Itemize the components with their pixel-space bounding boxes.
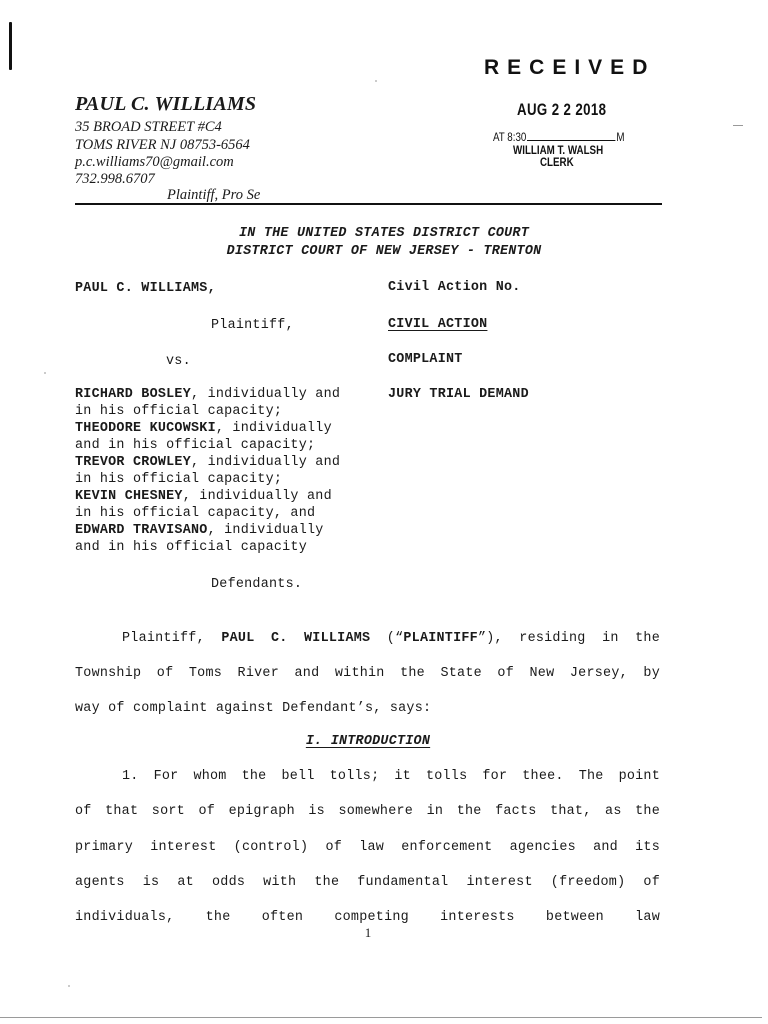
jury-demand-label: JURY TRIAL DEMAND (388, 387, 529, 402)
intro-line-3: way of complaint against Defendant’s, says: (75, 701, 432, 716)
paragraph-1-line: primary interest (control) of law enforcement agencies and its (75, 840, 660, 855)
received-stamp: RECEIVED (484, 56, 656, 79)
filer-city: TOMS RIVER NJ 08753-6564 (75, 137, 250, 153)
intro-text: Plaintiff, (122, 631, 222, 646)
defendant-entry (75, 386, 340, 403)
complaint-label: COMPLAINT (388, 352, 463, 367)
scan-speck (375, 80, 377, 82)
filer-email: p.c.williams70@gmail.com (75, 154, 234, 170)
defendant-name: TREVOR CROWLEY (75, 455, 191, 470)
defendant-entry (75, 454, 340, 471)
plaintiff-label: Plaintiff, (211, 318, 294, 333)
intro-text: ”), residing in the (477, 631, 660, 646)
civil-action-number: Civil Action No. (388, 280, 521, 295)
defendant-capacity: in his official capacity, and (75, 506, 316, 521)
filer-phone: 732.998.6707 (75, 171, 155, 187)
clerk-title: CLERK (540, 157, 574, 169)
received-date: AUG 2 2 2018 (517, 100, 607, 119)
defendant-capacity: and in his official capacity (75, 540, 307, 555)
defendant-entry (75, 420, 340, 437)
paragraph-1-line: agents is at odds with the fundamental interest (freedom) of (75, 875, 660, 890)
intro-text: (“ (370, 631, 404, 646)
filer-role: Plaintiff, Pro Se (167, 187, 261, 203)
plaintiff-short-name: PLAINTIFF (403, 631, 478, 646)
filer-street: 35 BROAD STREET #C4 (75, 119, 222, 135)
received-time-suffix: M (616, 132, 625, 144)
defendant-name: KEVIN CHESNEY (75, 489, 183, 504)
clerk-name: WILLIAM T. WALSH (513, 145, 604, 157)
received-time (493, 132, 625, 144)
defendant-capacity: , individually and (182, 489, 332, 504)
paragraph-1 (75, 768, 660, 928)
defendants-list (75, 386, 340, 556)
defendants-label: Defendants. (211, 577, 303, 592)
intro-paragraph (75, 630, 660, 720)
defendant-name: EDWARD TRAVISANO (75, 523, 208, 538)
defendant-capacity: in his official capacity; (75, 404, 283, 419)
paragraph-1-line: of that sort of epigraph is somewhere in the facts that, as the (75, 804, 660, 819)
defendant-capacity: , individually and (191, 455, 341, 470)
intro-line-2: Township of Toms River and within the State of New Jersey, by (75, 666, 660, 681)
defendant-name: THEODORE KUCOWSKI (75, 421, 216, 436)
page-number: 1 (364, 925, 372, 940)
defendant-capacity: , individually and (191, 387, 341, 402)
time-blank-rule (527, 140, 615, 141)
scan-speck (68, 985, 70, 987)
defendant-capacity: , individually (215, 421, 332, 436)
defendant-name: RICHARD BOSLEY (75, 387, 191, 402)
civil-action-label: CIVIL ACTION (388, 317, 488, 332)
binding-mark (9, 22, 12, 70)
scan-speck (44, 372, 46, 374)
defendant-capacity: in his official capacity; (75, 472, 283, 487)
versus: vs. (166, 354, 191, 369)
plaintiff-name-inline: PAUL C. WILLIAMS (221, 631, 371, 646)
scan-mark (733, 125, 743, 126)
defendant-entry (75, 522, 340, 539)
section-heading: I. INTRODUCTION (305, 734, 431, 749)
plaintiff-name: PAUL C. WILLIAMS, (75, 281, 216, 296)
paragraph-1-line: 1. For whom the bell tolls; it tolls for thee. The point (122, 769, 660, 784)
court-title-line1: IN THE UNITED STATES DISTRICT COURT (239, 226, 529, 241)
page-bottom-edge (0, 1017, 762, 1018)
court-title-line2: DISTRICT COURT OF NEW JERSEY - TRENTON (226, 244, 542, 259)
defendant-capacity: , individually (207, 523, 324, 538)
received-time-prefix: AT 8:30 (493, 132, 527, 144)
caption-divider (75, 203, 662, 205)
filer-name: PAUL C. WILLIAMS (75, 93, 257, 115)
intro-line-1 (122, 630, 660, 647)
defendant-capacity: and in his official capacity; (75, 438, 316, 453)
paragraph-1-line: individuals, the often competing interests between law (75, 910, 660, 925)
defendant-entry (75, 488, 340, 505)
